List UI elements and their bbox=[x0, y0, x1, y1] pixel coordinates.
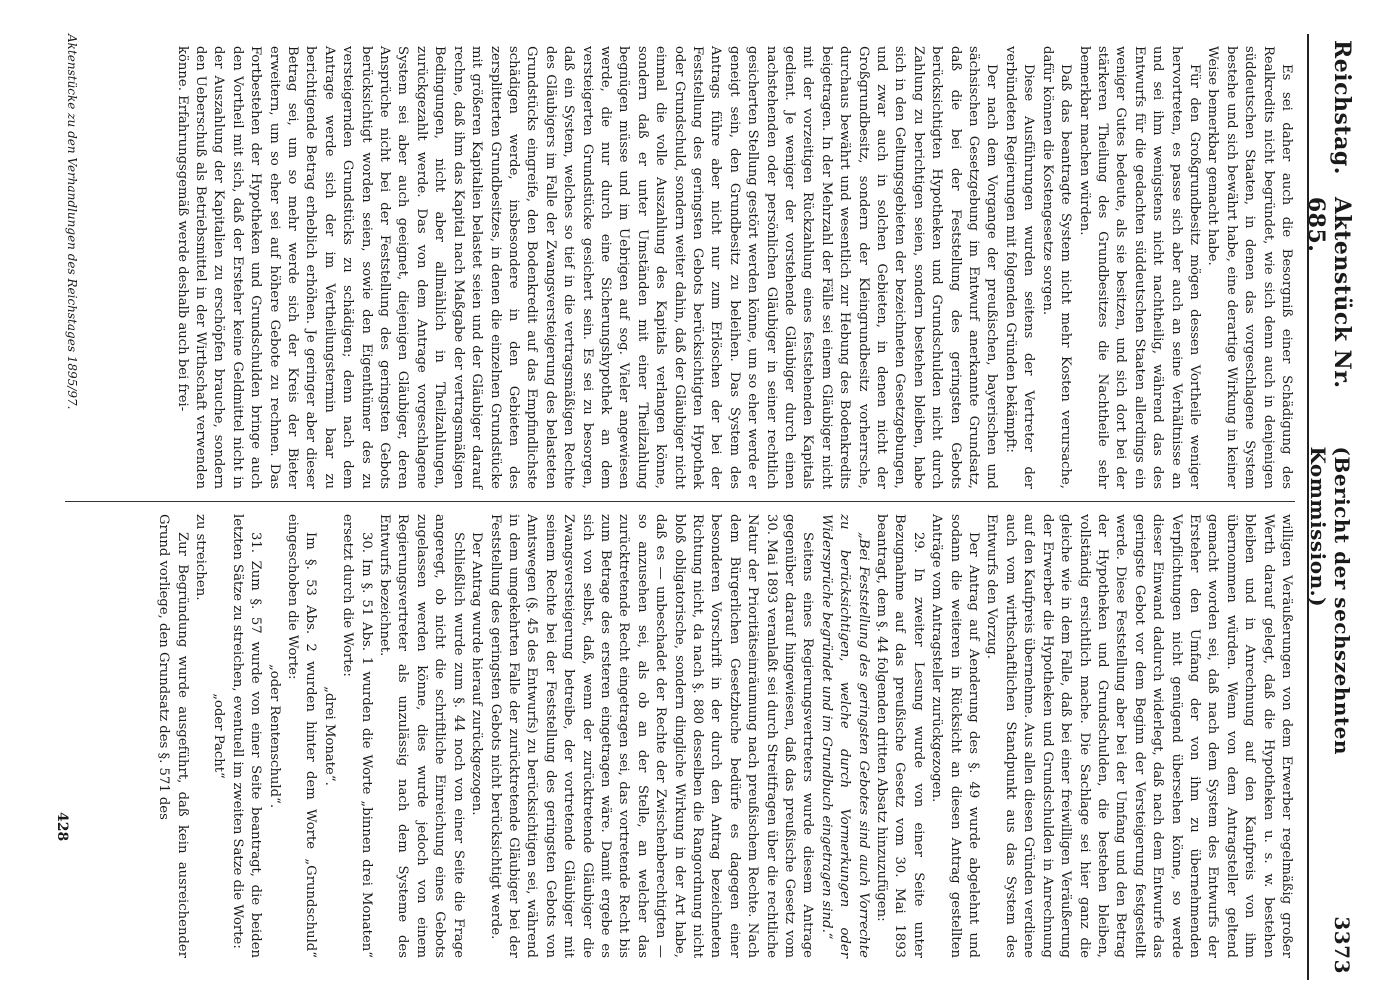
right-quote: „oder Pacht“ bbox=[211, 693, 227, 779]
left-column bbox=[65, 34, 1295, 502]
header-section: (Bericht der sechszehnten Kommission.) bbox=[1306, 446, 1354, 755]
header-document-number: Aktenstück Nr. 685. bbox=[1303, 196, 1355, 389]
page-header bbox=[1303, 34, 1355, 980]
left-paragraph: Es sei daher auch die Besorgniß einer Schädigung des Realkredits nicht begründet, wie sich denn auch in denjenigen süddeutschen Staaten, in denen das vorgeschlagene System bestehe und sich bewährt habe, eine derartige Wirkung in keiner Weise bemerkbar gemacht habe. bbox=[1205, 46, 1294, 489]
left-paragraph: Daß das beantragte System nicht mehr Kosten verursache, dafür können die Kostengesetze sorgen. bbox=[1039, 46, 1074, 489]
right-paragraph: Im §. 53 Abs. 2 wurden hinter dem Worte „Grundschuld“ eingeschoben die Worte: bbox=[285, 514, 319, 958]
right-paragraph: willigen Veräußerungen von dem Erwerber regelmäßig großer Werth darauf gelegt, daß die Hypotheken u. s. w. bestehen bleiben und in Anrechnung auf den Kaufpreis von ihm übernommen würden. Wenn von dem Antragsteller geltend gemacht worden sei, daß nach dem System des Entwurfs der Ersteher den Umfang der von ihm zu übernehmenden Verpflichtungen nicht genügend übersehen könne, so werde dieser Einwand dadurch widerlegt, daß nach dem Entwurfe das geringste Gebot vor dem Beginn der Versteigerung festgestellt werde. Diese Feststellung aber bei der Umfang und den Betrag der Hypotheken und Grundschulden, die bestehen bleiben, vollständig ersichtlich mache. Die Sachlage sei hier ganz die gleiche wie in dem Falle, daß bei einer freiwilligen Veräußerung der Erwerber die Hypotheken und Grundschulden in Anrechnung auf den Kaufpreis übernehme. Aus allen diesen Gründen verdiene auch vom wirthschaftlichen Standpunkt aus das System des Entwurfs den Vorzug. bbox=[984, 514, 1294, 958]
right-paragraph: Der Antrag wurde hierauf zurückgezogen. bbox=[469, 532, 485, 816]
right-paragraph: Schließlich wurde zum §. 44 noch von einer Seite die Frage angeregt, ob nicht die schriftliche Einreichung eines Gebots zugelassen werden könne, dies wurde jedoch von einem Regierungsvertreter als unzulässig nach dem Systeme des Entwurfs bezeichnet. bbox=[377, 514, 466, 958]
header-page-number: 3373 bbox=[1330, 916, 1354, 974]
text-columns bbox=[65, 34, 1295, 980]
left-paragraph: Für den Großgrundbesitz mögen dessen Vortheile weniger hervortreten, es passe sich aber auch an seine Verhältnisse an und sei ihm wenigstens nicht nachtheilig, während das des Entwurfs für die gedachten süddeutschen Staaten allerdings ein weniger Gutes bedeute, als sie besitzen, und sich dort bei der stärkeren Theilung des Grundbesitzes die Nachtheile sehr bemerkbar machen würden. bbox=[1076, 46, 1202, 489]
right-quote: „oder Rentenschuld“. bbox=[266, 663, 282, 809]
left-paragraph: Der nach dem Vorgange der preußischen, bayerischen und sächsischen Gesetzgebung im Entwurf anerkannte Grundsatz, daß die bei der Feststellung des geringsten Gebots berücksichtigten Hypotheken und Grundschulden nicht durch Zahlung zu berichtigen seien, sondern bestehen bleiben, habe sich in den Geltungsgebieten der bezeichneten Gesetzgebungen, und zwar auch in solchen Gebieten, in denen nicht der Großgrundbesitz, sondern der Kleingrundbesitz vorherrsche, durchaus bewährt und wesentlich zur Hebung des Bodenkredits beigetragen. In der Mehrzahl der Fälle sei einem Gläubiger nicht mit der vorzeitigen Rückzahlung eines feststehenden Kapitals gedient. Je weniger der vorstehende Gläubiger durch einen nachstehenden oder persönlichen Gläubiger in seiner rechtlich gesicherten Stellung gestört werden könne, um so eher werde er geneigt sein, den Grundbesitz zu beleihen. Das System des Antrags führe aber nicht nur zum Erlöschen der bei der Feststellung des geringsten Gebots berücksichtigten Hypothek oder Grundschuld, sondern weiter dahin, daß der Gläubiger nicht einmal die volle Auszahlung des Kapitals verlangen könne, sondern daß er unter Umständen mit einer Theilzahlung begnügen müsse und im Uebrigen auf sog. Vieler angewiesen werde, die nur durch eine Sicherungshypothek an dem versteigerten Grundstücke gesichert sein. Es sei zu besorgen, daß ein System, welches so tief in die vertragsmäßigen Rechte des Gläubigers im Falle der Zwangsversteigerung des belasteten Grundstücks eingreife, den Bodenkredit auf das Empfindlichste schädigen werde, insbesondere in den Gebieten des zersplitterten Grundbesitzes, in denen die einzelnen Grundstücke mit größeren Kapitalien belastet seien und der Gläubiger darauf rechne, daß ihm das Kapital nach Maßgabe der vertragsmäßigen Bedingungen, nicht aber allmählich in Theilzahlungen, zurückgezahlt werde. Das von dem Antrage vorgeschlagene System sei aber auch geeignet, diejenigen Gläubiger, deren Ansprüche nicht bei der Feststellung des geringsten Gebots berücksichtigt worden seien, sowie den Eigenthümer des zu versteigernden Grundstücks zu schädigen; denn nach dem Antrage werde sich der im Vertheilungstermin baar zu berichtigende Betrag erheblich erhöhen. Je geringer aber dieser Betrag sei, um so mehr werde sich der Kreis der Bieter erweitern, um so eher sei auf höhere Gebote zu rechnen. Das Fortbestehen der Hypotheken und Grundschulden bringe auch den Vortheil mit sich, daß der Ersteher keine Geldmittel nicht in der Auszahlung der Kapitalien zu erschöpfen brauche, sondern den Ueberschuß als Betriebsmittel in der Wirthschaft verwenden könne. Erfahrungsgemäß werde deshalb auch bei frei- bbox=[174, 46, 1000, 489]
right-paragraph: Seitens eines Regierungsvertreters wurde diesem Antrage gegenüber darauf hingewiesen, daß das preußische Gesetz vom 30. Mai 1893 veranlaßt sei durch Streitfragen über die rechtliche Natur der Prioritätseinräumung nach preußischem Rechte. Nach dem Bürgerlichen Gesetzbuche bedürfe es dagegen einer besonderen Vorschrift in der durch den Antrag bezeichneten Richtung nicht, da nach §. 880 desselben die Rangordnung nicht bloß obligatorische, sondern dingliche Wirkung in der Art habe, daß es — unbeschadet der Rechte der Zwischenberechtigten — so anzusehen sei, als ob an der Stelle, an welcher das zurücktretende Recht eingetragen sei, das vortretende Recht bis zum Betrage des ersteren eingetragen wäre. Damit ergebe es sich von selbst, daß, wenn der zurücktretende Gläubiger die Zwangsversteigerung betreibe, der vortretende Gläubiger mit seinem Rechte bei der Feststellung des geringsten Gebots von Amtswegen (§. 45 des Entwurfs) zu berücksichtigen sei, während in dem umgekehrten Falle der zurücktretende Gläubiger bei der Feststellung des geringsten Gebots nicht berücksichtigt werde. bbox=[487, 514, 816, 958]
right-paragraph: 29. In zweiter Lesung wurde von einer Seite unter Bezugnahme auf das preußische Gesetz vom 30. Mai 1893 beantragt, dem §. 44 folgenden dritten Absatz hinzuzufügen: bbox=[874, 514, 926, 958]
footer-note: Aktenstücke zu den Verhandlungen des Reichstages 1895/97. bbox=[65, 34, 79, 410]
right-paragraph: Der Antrag auf Aenderung des §. 49 wurde abgelehnt und sodann die weiteren in Rücksicht an diesen Antrag gestellten Anträge vom Antragsteller zurückgezogen. bbox=[929, 514, 982, 958]
right-quote: „Bei Feststellung des geringsten Gebotes sind auch Vorrechte zu berücksichtigen, welche durch Vormerkungen oder Widersprüche begründet und im Grundbuch eingetragen sind.“ bbox=[818, 514, 871, 958]
right-quote: „drei Monate“. bbox=[321, 686, 337, 786]
footer-page-number: 428 bbox=[54, 812, 70, 842]
right-paragraph: 30. Im §. 51 Abs. 1 wurden die Worte „binnen drei Monaten“ ersetzt durch die Worte: bbox=[340, 514, 374, 958]
right-column bbox=[65, 502, 1295, 970]
right-paragraph: 31. Zum §. 57 wurde von einer Seite beantragt, die beiden letzten Sätze zu streichen, eventuell im zweiten Satze die Worte: bbox=[229, 514, 264, 958]
right-paragraph: Zur Begründung wurde ausgeführt, daß kein ausreichender Grund vorliege, den Grundsatz des §. 571 des bbox=[156, 514, 190, 958]
right-paragraph: zu streichen. bbox=[193, 514, 209, 601]
left-paragraph: Diese Ausführungen wurden seitens der Vertreter der verbündeten Regierungen mit folgenden Gründen bekämpft: bbox=[1002, 46, 1037, 489]
header-reichstag: Reichstag. bbox=[1329, 40, 1355, 175]
